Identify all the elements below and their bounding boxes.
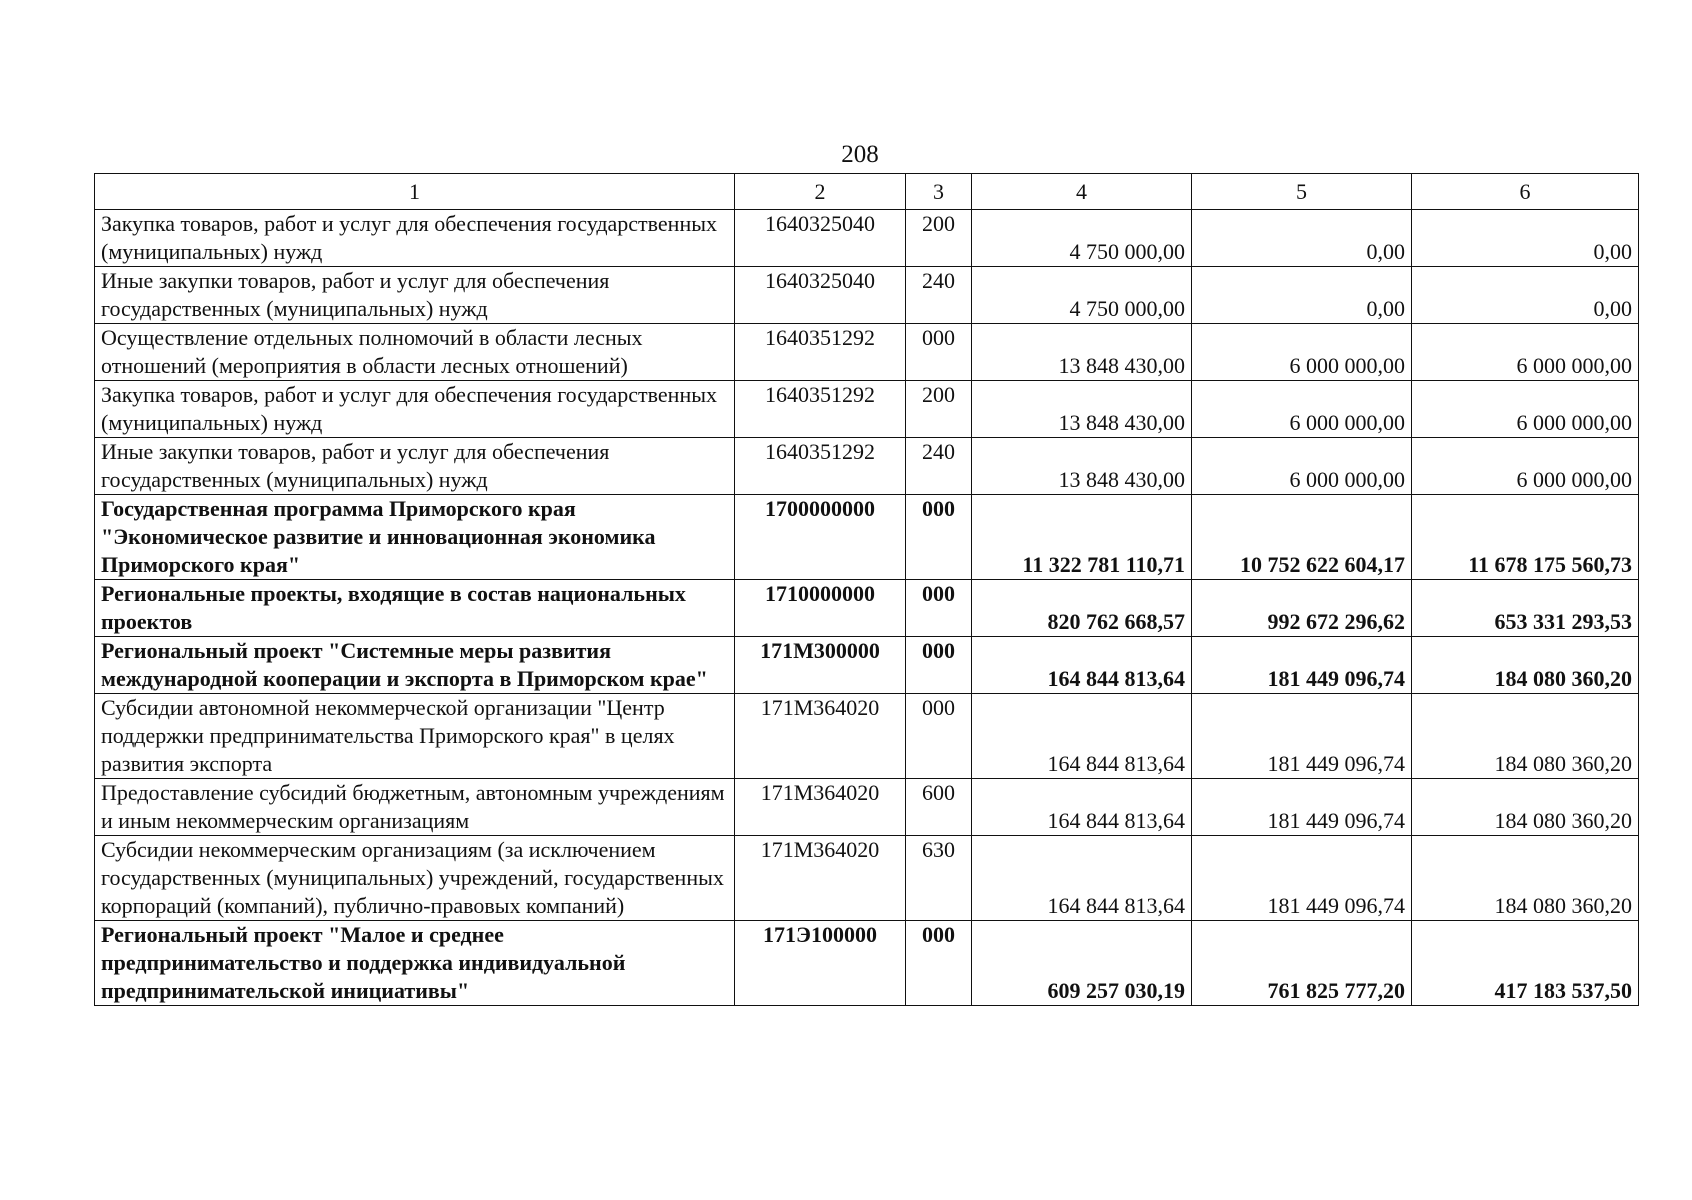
- row-type: 240: [906, 438, 972, 495]
- row-value-6: 184 080 360,20: [1412, 637, 1639, 694]
- row-value-6: 6 000 000,00: [1412, 381, 1639, 438]
- table-row: [95, 438, 1639, 495]
- row-name: Предоставление субсидий бюджетным, автономным учреждениям и иным некоммерческим организациям: [95, 779, 735, 836]
- row-value-4: 164 844 813,64: [972, 836, 1192, 921]
- table-row: [95, 267, 1639, 324]
- budget-table: [94, 173, 1639, 1006]
- row-type: 200: [906, 381, 972, 438]
- row-name: Иные закупки товаров, работ и услуг для обеспечения государственных (муниципальных) нужд: [95, 267, 735, 324]
- row-value-5: 181 449 096,74: [1192, 694, 1412, 779]
- table-row: [95, 210, 1639, 267]
- row-code: 1640351292: [735, 381, 906, 438]
- table-header-row: [95, 174, 1639, 210]
- row-value-4: 13 848 430,00: [972, 381, 1192, 438]
- table-row-total: [95, 495, 1639, 580]
- row-value-4: 4 750 000,00: [972, 267, 1192, 324]
- row-value-5: 6 000 000,00: [1192, 324, 1412, 381]
- row-value-4: 13 848 430,00: [972, 324, 1192, 381]
- row-value-5: 6 000 000,00: [1192, 438, 1412, 495]
- row-type: 000: [906, 495, 972, 580]
- row-value-6: 417 183 537,50: [1412, 921, 1639, 1006]
- row-value-5: 181 449 096,74: [1192, 836, 1412, 921]
- row-code: 1640351292: [735, 324, 906, 381]
- table-row-total: [95, 580, 1639, 637]
- row-type: 000: [906, 580, 972, 637]
- row-value-6: 653 331 293,53: [1412, 580, 1639, 637]
- row-value-4: 164 844 813,64: [972, 637, 1192, 694]
- table-row: [95, 324, 1639, 381]
- column-header-6: 6: [1412, 174, 1639, 210]
- row-type: 000: [906, 921, 972, 1006]
- row-value-6: 11 678 175 560,73: [1412, 495, 1639, 580]
- row-code: 171M364020: [735, 836, 906, 921]
- row-type: 000: [906, 324, 972, 381]
- row-type: 000: [906, 637, 972, 694]
- row-value-6: 0,00: [1412, 267, 1639, 324]
- row-value-4: 11 322 781 110,71: [972, 495, 1192, 580]
- row-value-6: 184 080 360,20: [1412, 779, 1639, 836]
- row-code: 171M364020: [735, 779, 906, 836]
- table-row: [95, 694, 1639, 779]
- row-value-5: 761 825 777,20: [1192, 921, 1412, 1006]
- row-value-5: 0,00: [1192, 210, 1412, 267]
- row-value-6: 184 080 360,20: [1412, 694, 1639, 779]
- row-type: 600: [906, 779, 972, 836]
- page-number: 208: [841, 141, 879, 168]
- table-row: [95, 836, 1639, 921]
- row-code: 171Э100000: [735, 921, 906, 1006]
- row-type: 630: [906, 836, 972, 921]
- row-value-4: 4 750 000,00: [972, 210, 1192, 267]
- row-value-4: 164 844 813,64: [972, 694, 1192, 779]
- table-row-total: [95, 921, 1639, 1006]
- table-row: [95, 381, 1639, 438]
- row-name: Иные закупки товаров, работ и услуг для обеспечения государственных (муниципальных) нужд: [95, 438, 735, 495]
- table-row-total: [95, 637, 1639, 694]
- row-value-5: 181 449 096,74: [1192, 637, 1412, 694]
- row-code: 1710000000: [735, 580, 906, 637]
- row-type: 240: [906, 267, 972, 324]
- row-name: Закупка товаров, работ и услуг для обеспечения государственных (муниципальных) нужд: [95, 210, 735, 267]
- row-value-4: 13 848 430,00: [972, 438, 1192, 495]
- row-value-5: 10 752 622 604,17: [1192, 495, 1412, 580]
- row-name: Государственная программа Приморского края "Экономическое развитие и инновационная экономика Приморского края": [95, 495, 735, 580]
- row-value-5: 6 000 000,00: [1192, 381, 1412, 438]
- row-value-6: 0,00: [1412, 210, 1639, 267]
- row-type: 000: [906, 694, 972, 779]
- table-row: [95, 779, 1639, 836]
- row-value-5: 0,00: [1192, 267, 1412, 324]
- row-name: Субсидии некоммерческим организациям (за исключением государственных (муниципальных) учреждений, государственных корпораций (компаний), публично-правовых компаний): [95, 836, 735, 921]
- column-header-4: 4: [972, 174, 1192, 210]
- column-header-3: 3: [906, 174, 972, 210]
- row-value-5: 992 672 296,62: [1192, 580, 1412, 637]
- row-name: Региональный проект "Системные меры развития международной кооперации и экспорта в Приморском крае": [95, 637, 735, 694]
- row-code: 1640325040: [735, 210, 906, 267]
- row-value-6: 6 000 000,00: [1412, 324, 1639, 381]
- row-name: Субсидии автономной некоммерческой организации "Центр поддержки предпринимательства Приморского края" в целях развития экспорта: [95, 694, 735, 779]
- row-code: 1640351292: [735, 438, 906, 495]
- row-code: 1640325040: [735, 267, 906, 324]
- row-value-6: 184 080 360,20: [1412, 836, 1639, 921]
- row-code: 171M364020: [735, 694, 906, 779]
- row-value-4: 820 762 668,57: [972, 580, 1192, 637]
- row-name: Осуществление отдельных полномочий в области лесных отношений (мероприятия в области лесных отношений): [95, 324, 735, 381]
- column-header-5: 5: [1192, 174, 1412, 210]
- row-name: Региональный проект "Малое и среднее предпринимательство и поддержка индивидуальной предпринимательской инициативы": [95, 921, 735, 1006]
- row-name: Закупка товаров, работ и услуг для обеспечения государственных (муниципальных) нужд: [95, 381, 735, 438]
- row-value-4: 609 257 030,19: [972, 921, 1192, 1006]
- row-value-6: 6 000 000,00: [1412, 438, 1639, 495]
- column-header-1: 1: [95, 174, 735, 210]
- column-header-2: 2: [735, 174, 906, 210]
- row-code: 171M300000: [735, 637, 906, 694]
- row-value-5: 181 449 096,74: [1192, 779, 1412, 836]
- row-code: 1700000000: [735, 495, 906, 580]
- row-name: Региональные проекты, входящие в состав национальных проектов: [95, 580, 735, 637]
- row-type: 200: [906, 210, 972, 267]
- row-value-4: 164 844 813,64: [972, 779, 1192, 836]
